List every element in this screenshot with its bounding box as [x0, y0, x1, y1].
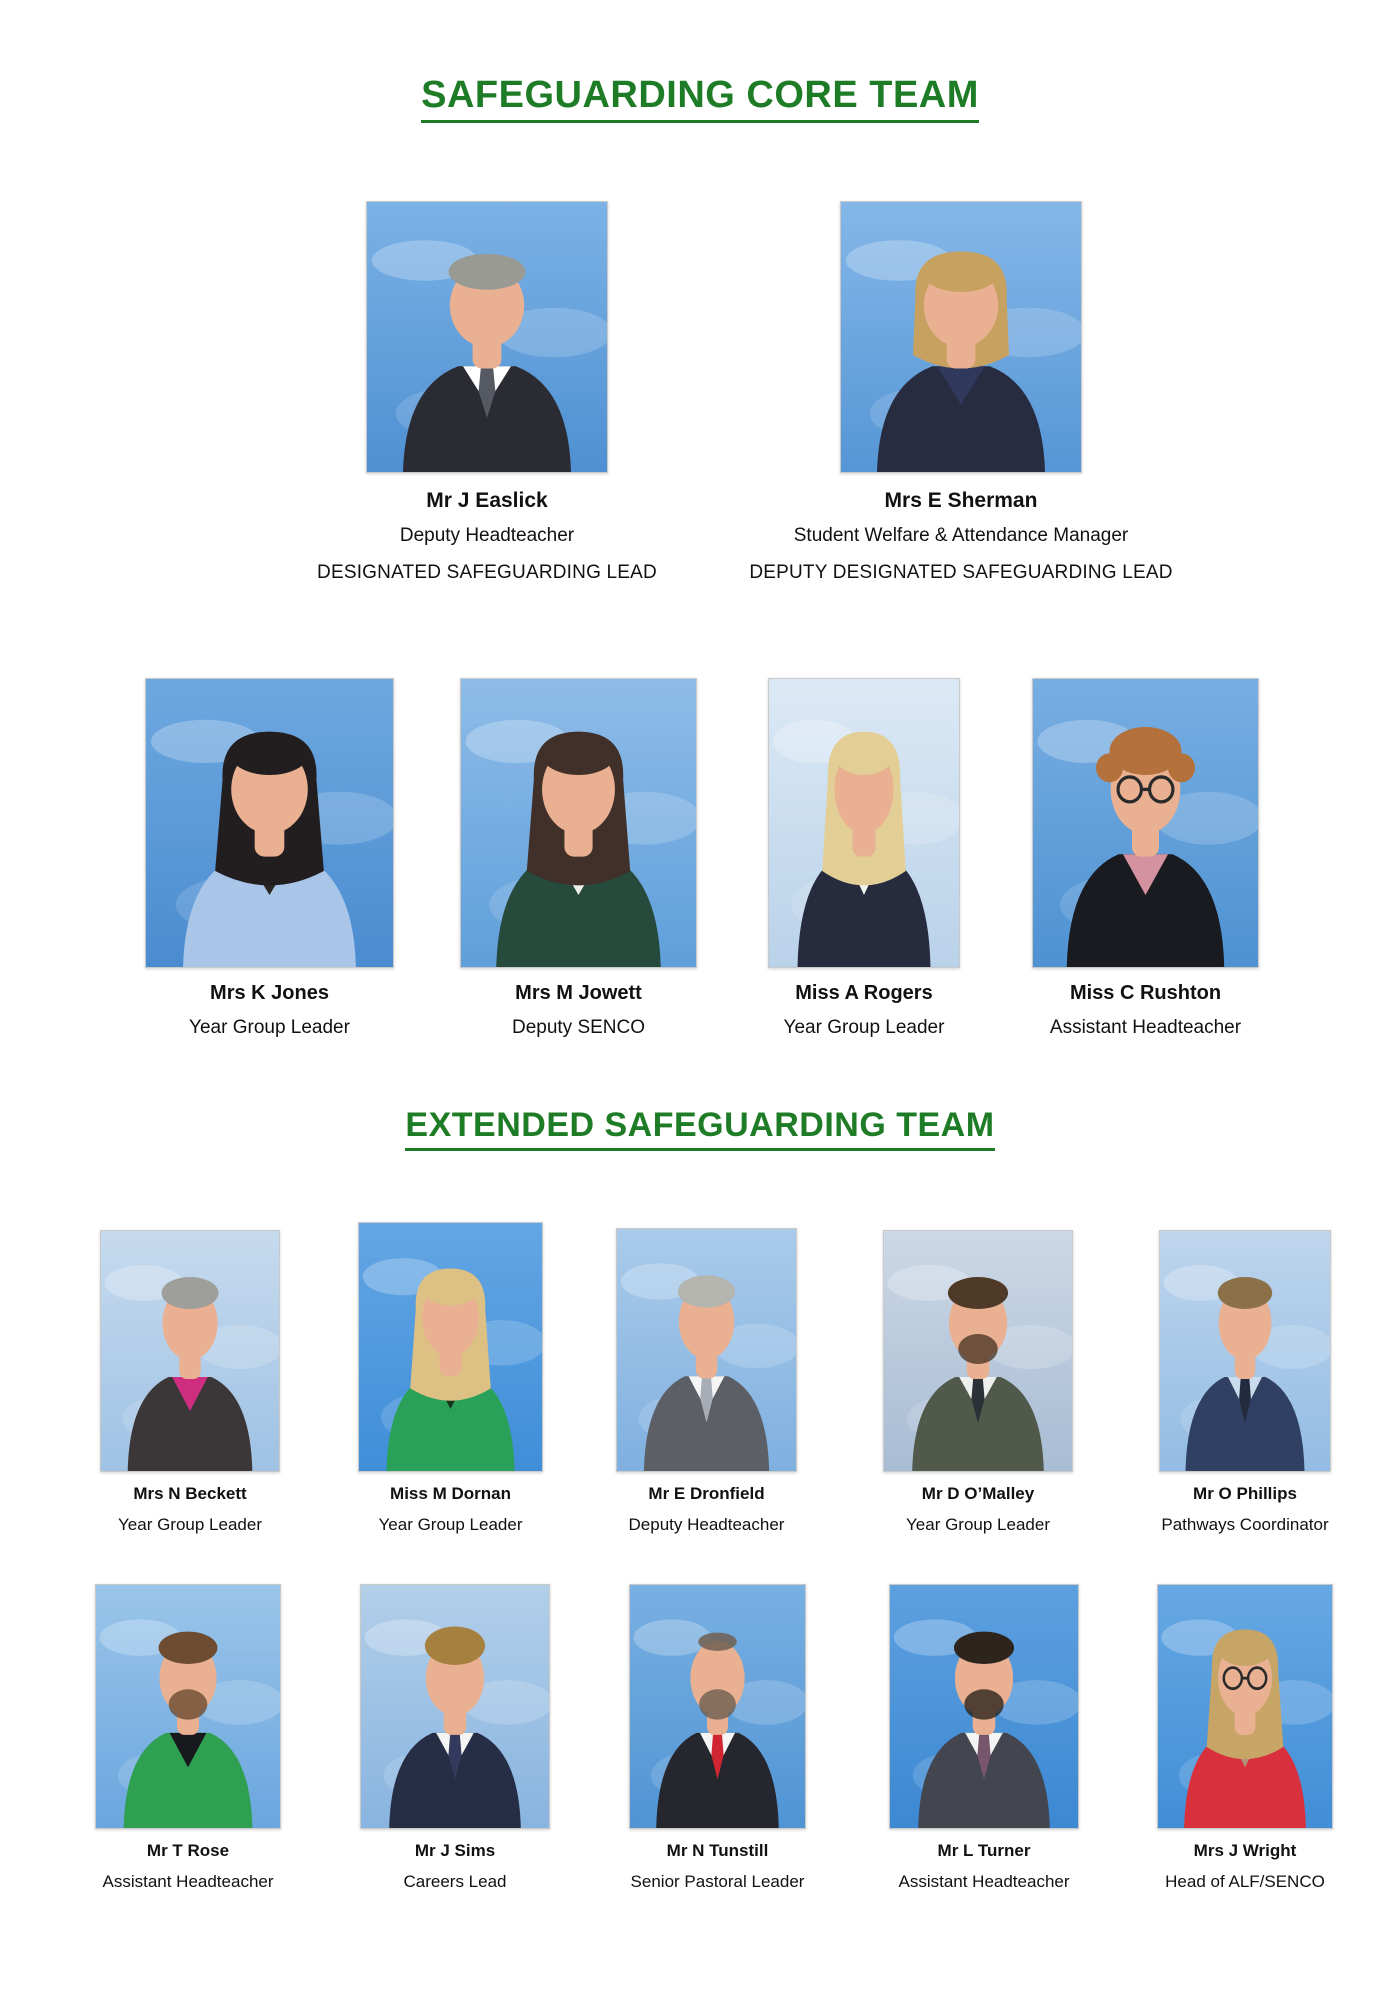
- staff-photo: [1159, 1230, 1331, 1472]
- deputy-dsl-badge: DEPUTY DESIGNATED SAFEGUARDING LEAD: [749, 562, 1173, 583]
- staff-name: Mr J Sims: [414, 1841, 496, 1860]
- staff-card: [145, 678, 394, 1039]
- staff-card: [793, 201, 1129, 547]
- staff-name: Mr E Dronfield: [648, 1484, 765, 1503]
- staff-name: Mrs N Beckett: [133, 1484, 247, 1503]
- staff-card: [1159, 1230, 1331, 1535]
- staff-role: Assistant Headteacher: [898, 1872, 1070, 1891]
- staff-role: Year Group Leader: [189, 1017, 350, 1038]
- staff-name: Miss A Rogers: [795, 982, 933, 1004]
- staff-card: [358, 1222, 543, 1535]
- staff-photo: [358, 1222, 543, 1472]
- staff-card: [883, 1230, 1073, 1535]
- staff-photo: [883, 1230, 1073, 1472]
- staff-card: [629, 1584, 806, 1892]
- staff-name: Miss C Rushton: [1069, 982, 1222, 1004]
- staff-name: Mrs E Sherman: [884, 489, 1038, 512]
- staff-role: Senior Pastoral Leader: [630, 1872, 805, 1891]
- staff-photo: [768, 678, 960, 968]
- staff-role: Assistant Headteacher: [102, 1872, 274, 1891]
- staff-name: Mr N Tunstill: [666, 1841, 769, 1860]
- staff-role: Deputy Headteacher: [628, 1515, 785, 1534]
- staff-role: Student Welfare & Attendance Manager: [793, 525, 1129, 546]
- staff-name: Mrs J Wright: [1193, 1841, 1297, 1860]
- staff-photo: [460, 678, 697, 968]
- staff-role: Year Group Leader: [783, 1017, 945, 1038]
- staff-role: Deputy SENCO: [511, 1017, 646, 1038]
- staff-role: Assistant Headteacher: [1049, 1017, 1242, 1038]
- staff-photo: [629, 1584, 806, 1829]
- staff-photo: [616, 1228, 797, 1472]
- staff-card: [460, 678, 697, 1039]
- staff-photo: [366, 201, 608, 473]
- staff-role: Head of ALF/SENCO: [1165, 1872, 1325, 1891]
- staff-card: [768, 678, 960, 1039]
- staff-name: Mr L Turner: [937, 1841, 1031, 1860]
- dsl-badge: DESIGNATED SAFEGUARDING LEAD: [317, 562, 657, 583]
- staff-photo: [1157, 1584, 1333, 1829]
- staff-role: Pathways Coordinator: [1161, 1515, 1329, 1534]
- extended-team-title: EXTENDED SAFEGUARDING TEAM: [0, 1106, 1400, 1151]
- staff-role: Year Group Leader: [118, 1515, 262, 1534]
- staff-photo: [360, 1584, 550, 1829]
- staff-card: [366, 201, 608, 547]
- staff-photo: [889, 1584, 1079, 1829]
- staff-name: Mr D O’Malley: [921, 1484, 1035, 1503]
- staff-name: Mr T Rose: [146, 1841, 230, 1860]
- staff-name: Mrs M Jowett: [515, 982, 642, 1004]
- staff-photo: [95, 1584, 281, 1829]
- staff-role: Deputy Headteacher: [399, 525, 575, 546]
- staff-card: [1032, 678, 1259, 1039]
- staff-card: [616, 1228, 797, 1535]
- staff-card: [360, 1584, 550, 1892]
- staff-role: Year Group Leader: [378, 1515, 523, 1534]
- staff-card: [889, 1584, 1079, 1892]
- staff-card: [1157, 1584, 1333, 1892]
- staff-name: Mr J Easlick: [426, 489, 548, 512]
- staff-card: [95, 1584, 281, 1892]
- staff-card: [100, 1230, 280, 1535]
- staff-name: Miss M Dornan: [390, 1484, 511, 1503]
- staff-role: Year Group Leader: [906, 1515, 1050, 1534]
- staff-name: Mr O Phillips: [1193, 1484, 1297, 1503]
- staff-name: Mrs K Jones: [210, 982, 329, 1004]
- staff-photo: [840, 201, 1082, 473]
- staff-photo: [145, 678, 394, 968]
- core-team-title: SAFEGUARDING CORE TEAM: [0, 74, 1400, 123]
- staff-photo: [1032, 678, 1259, 968]
- staff-role: Careers Lead: [403, 1872, 507, 1891]
- staff-photo: [100, 1230, 280, 1472]
